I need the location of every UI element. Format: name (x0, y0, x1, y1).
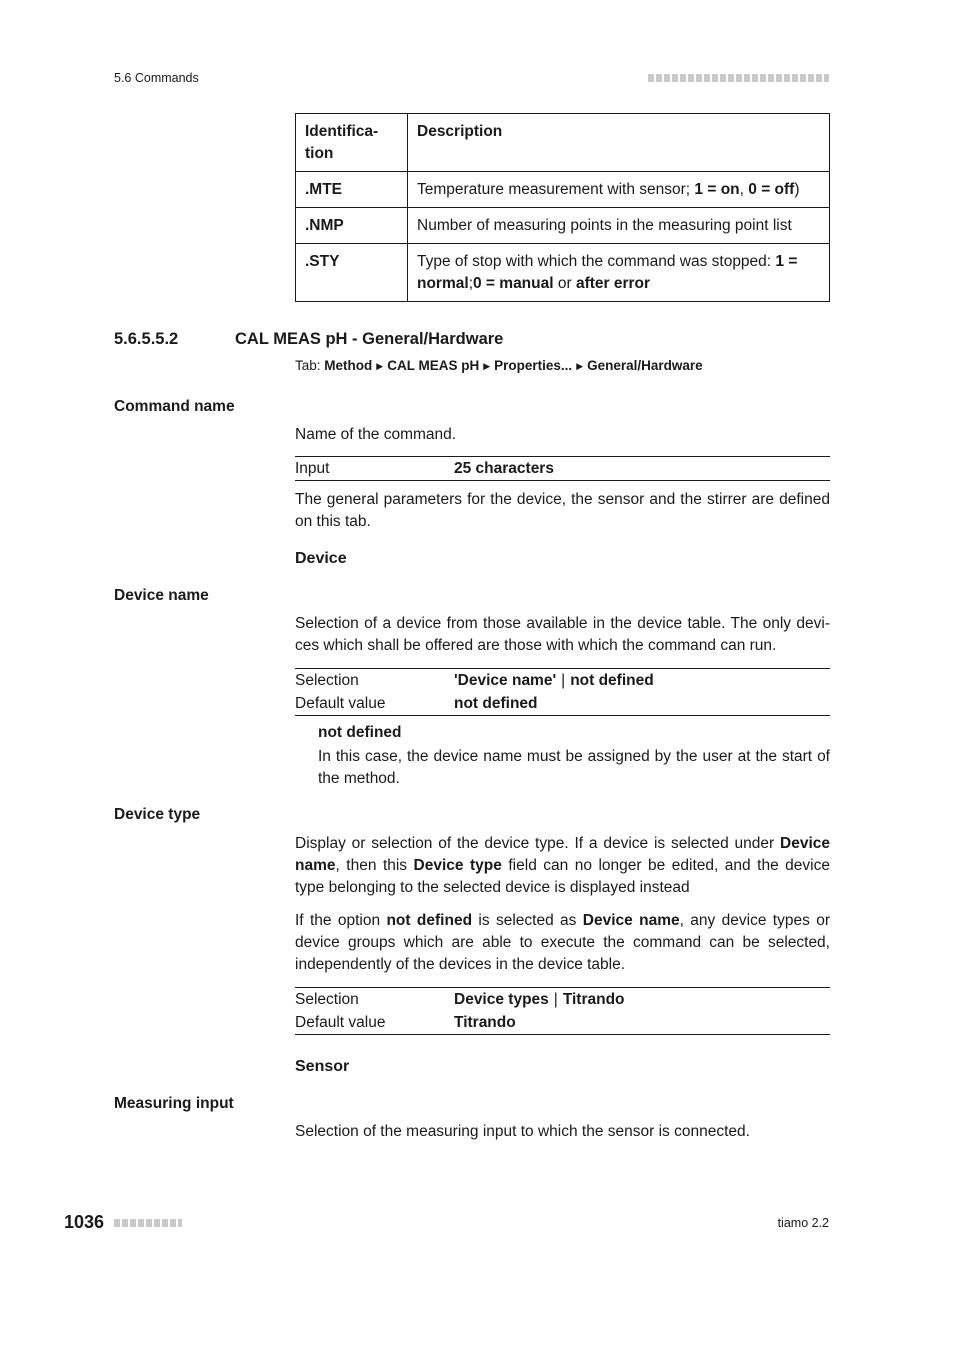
description-cell: Temperature measurement with sensor; 1 = on, 0 = off) (408, 172, 830, 208)
command-name-description: Name of the command. (295, 426, 457, 443)
device-type-label: Device type (114, 806, 201, 823)
measuring-input-label: Measuring input (114, 1095, 234, 1112)
tab-prefix: Tab: (295, 358, 321, 373)
param-key: Selection (295, 672, 359, 689)
tab-breadcrumb (295, 358, 703, 373)
footer-decoration (114, 1219, 182, 1227)
command-name-label: Command name (114, 398, 235, 415)
param-key: Default value (295, 695, 386, 712)
param-value: 25 characters (454, 460, 554, 477)
breadcrumb-item-cal-meas-ph: CAL MEAS pH (387, 358, 480, 373)
param-row-default (295, 692, 830, 715)
identification-table (295, 113, 830, 302)
general-parameters-text: The general parameters for the device, the sensor and the stirrer are defined on this tab. (295, 491, 830, 530)
param-row-default (295, 1011, 830, 1034)
table-row (296, 208, 830, 244)
param-key: Selection (295, 991, 359, 1008)
device-name-params (295, 668, 830, 716)
description-cell: Type of stop with which the command was stopped: 1 = normal;0 = manual or after error (408, 244, 830, 302)
identifier-cell: .MTE (296, 172, 408, 208)
device-type-params (295, 987, 830, 1035)
running-header-section: 5.6 Commands (114, 71, 199, 85)
table-row (296, 172, 830, 208)
description-cell: Number of measuring points in the measuring point list (408, 208, 830, 244)
option-description-not-defined: In this case, the device name must be assigned by the user at the start of the method. (318, 748, 830, 787)
param-row (295, 457, 830, 480)
measuring-input-description: Selection of the measuring input to which the sensor is connected. (295, 1123, 750, 1140)
breadcrumb-item-general-hardware: General/Hardware (587, 358, 703, 373)
table-row (296, 244, 830, 302)
column-header-identification: Identifica- tion (296, 114, 408, 172)
command-name-params (295, 456, 830, 481)
device-type-option-text: If the option not defined is selected as Device name, any device types or device groups which are able to execute the command can be selected, independently of the devices in the device table. (295, 912, 830, 973)
device-type-description: Display or selection of the device type. If a device is selected under Device name, then this Device type field can no longer be edited, and the device type belonging to the selected device is displayed instead (295, 835, 830, 896)
breadcrumb-item-method: Method (324, 358, 373, 373)
param-value: 'Device name' | not defined (454, 672, 654, 689)
param-row-selection (295, 988, 830, 1011)
column-header-description: Description (408, 114, 830, 172)
param-value: Device types | Titrando (454, 991, 625, 1008)
section-number: 5.6.5.5.2 (114, 330, 179, 348)
identifier-cell: .NMP (296, 208, 408, 244)
param-key: Default value (295, 1014, 386, 1031)
param-key: Input (295, 460, 330, 477)
section-title: CAL MEAS pH - General/Hardware (235, 330, 504, 348)
param-value: Titrando (454, 1014, 516, 1031)
identifier-cell: .STY (296, 244, 408, 302)
header-decoration (648, 74, 829, 82)
footer-product: tiamo 2.2 (777, 1216, 829, 1230)
table-header-row (296, 114, 830, 172)
triangle-right-icon: ▶ (376, 361, 384, 371)
sensor-subheading: Sensor (295, 1058, 350, 1075)
param-row-selection (295, 669, 830, 692)
triangle-right-icon: ▶ (483, 361, 491, 371)
device-name-label: Device name (114, 587, 209, 604)
device-subheading: Device (295, 550, 347, 567)
page-number: 1036 (64, 1212, 105, 1232)
device-name-description: Selection of a device from those available in the device table. The only devi-ces which shall be offered are those with which the command can run. (295, 615, 830, 654)
param-value: not defined (454, 695, 538, 712)
triangle-right-icon: ▶ (576, 361, 584, 371)
option-title-not-defined: not defined (318, 724, 402, 741)
breadcrumb-item-properties: Properties... (494, 358, 573, 373)
